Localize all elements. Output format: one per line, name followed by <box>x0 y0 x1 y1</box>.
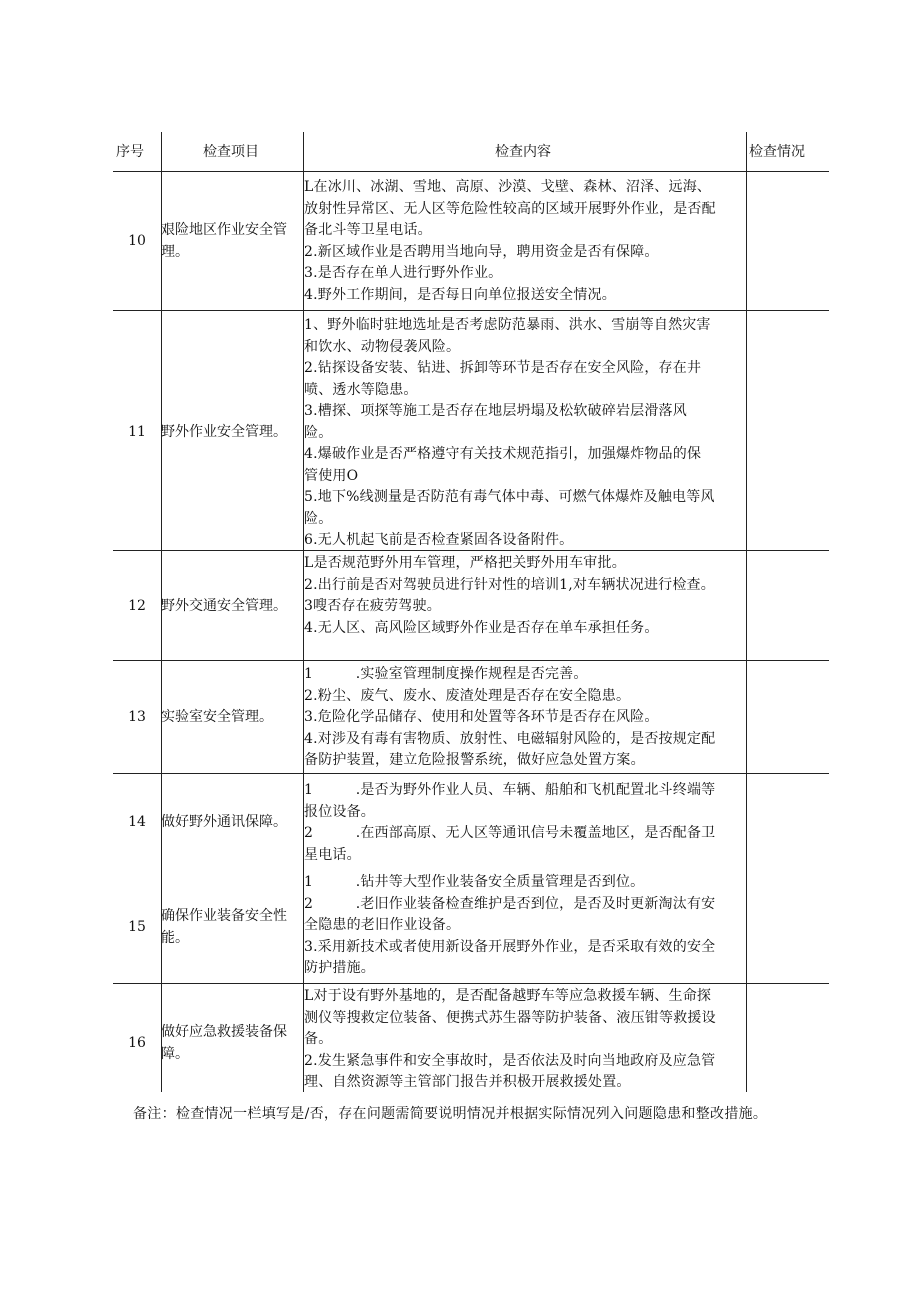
row-divider <box>113 983 829 984</box>
row-content: 1 .是否为野外作业人员、车辆、船舶和飞机配置北斗终端等 报位设备。 2 .在西部高原、无人区等通讯信号未覆盖地区，是否配备卫 星电话。 <box>304 782 716 863</box>
col-divider-3 <box>746 132 747 1092</box>
header-seq: 序号 <box>116 144 144 160</box>
row-divider <box>113 310 829 311</box>
row-content: L对于设有野外基地的，是否配备越野车等应急救援车辆、生命探 测仪等搜救定位装备、便携式苏生器等防护装备、液压钳等救援设 备。 2.发生紧急事件和安全事故时，是否依法及时向当地政府及应急管 理、自然资源等主管部门报告并积极开展救援处置。 <box>304 988 716 1090</box>
row-number: 11 <box>128 424 146 440</box>
row-content: 1 .钻井等大型作业装备安全质量管理是否到位。 2 .老旧作业装备检查维护是否到位，是否及时更新淘汰有安 全隐患的老旧作业设备。 3.采用新技术或者使用新设备开展野外作业，是否采取有效的安全 防护措施。 <box>304 874 716 976</box>
row-item: 做好应急救援装备保 障。 <box>161 1024 287 1062</box>
row-number: 12 <box>128 598 146 614</box>
row-number: 15 <box>128 919 146 935</box>
row-content: 1 .实验室管理制度操作规程是否完善。 2.粉尘、废气、废水、废渣处理是否存在安全隐患。 3.危险化学品储存、使用和处置等各环节是否存在风险。 4.对涉及有毒有害物质、放射性、电磁辐射风险的，是否按规定配 备防护装置，建立危险报警系统，做好应急处置方案。 <box>304 666 716 768</box>
row-divider <box>113 660 829 661</box>
row-number: 10 <box>128 233 146 249</box>
row-item: 野外交通安全管理。 <box>161 598 287 614</box>
footnote: 备注：检查情况一栏填写是/否，存在问题需简要说明情况并根据实际情况列入问题隐患和整改措施。 <box>133 1106 768 1122</box>
row-item: 做好野外通讯保障。 <box>161 814 287 830</box>
row-item: 艰险地区作业安全管 理。 <box>161 222 287 260</box>
row-item: 确保作业装备安全性 能。 <box>161 908 287 946</box>
row-content: L是否规范野外用车管理，严格把关野外用车审批。 2.出行前是否对驾驶员进行针对性的培训1,对车辆状况进行检查。 3嗖否存在疲劳驾驶。 4.无人区、高风险区域野外作业是否存在单车承担任务。 <box>304 555 715 636</box>
row-item: 实验室安全管理。 <box>161 709 273 725</box>
header-item: 检查项目 <box>203 144 259 160</box>
row-number: 13 <box>128 709 146 725</box>
header-content: 检查内容 <box>495 144 551 160</box>
row-content: L在冰川、冰湖、雪地、高原、沙漠、戈壁、森林、沼泽、远海、 放射性异常区、无人区等危险性较高的区域开展野外作业，是否配 备北斗等卫星电话。 2.新区域作业是否聘用当地向导，聘用资金是否有保障。 3.是否存在单人进行野外作业。 4.野外工作期间，是否每日向单位报送安全情况。 <box>304 179 716 303</box>
row-content: 1、野外临时驻地选址是否考虑防范暴雨、洪水、雪崩等自然灾害 和饮水、动物侵袭风险。 2.钻探设备安装、钻进、拆卸等环节是否存在安全风险，存在井 喷、透水等隐患。 3.槽探、项探等施工是否存在地层坍塌及松软破碎岩层滑落风 险。 4.爆破作业是否严格遵守有关技术规范指引，加强爆炸物品的保 管使用O 5.地下%线测量是否防范有毒气体中毒、可燃气体爆炸及触电等风 险。 6.无人机起飞前是否检查紧固各设备附件。 <box>304 317 715 548</box>
row-number: 16 <box>128 1035 146 1051</box>
row-divider <box>113 171 829 172</box>
row-divider <box>113 773 829 774</box>
row-item: 野外作业安全管理。 <box>161 424 287 440</box>
row-number: 14 <box>128 814 146 830</box>
header-status: 检查情况 <box>749 144 805 160</box>
